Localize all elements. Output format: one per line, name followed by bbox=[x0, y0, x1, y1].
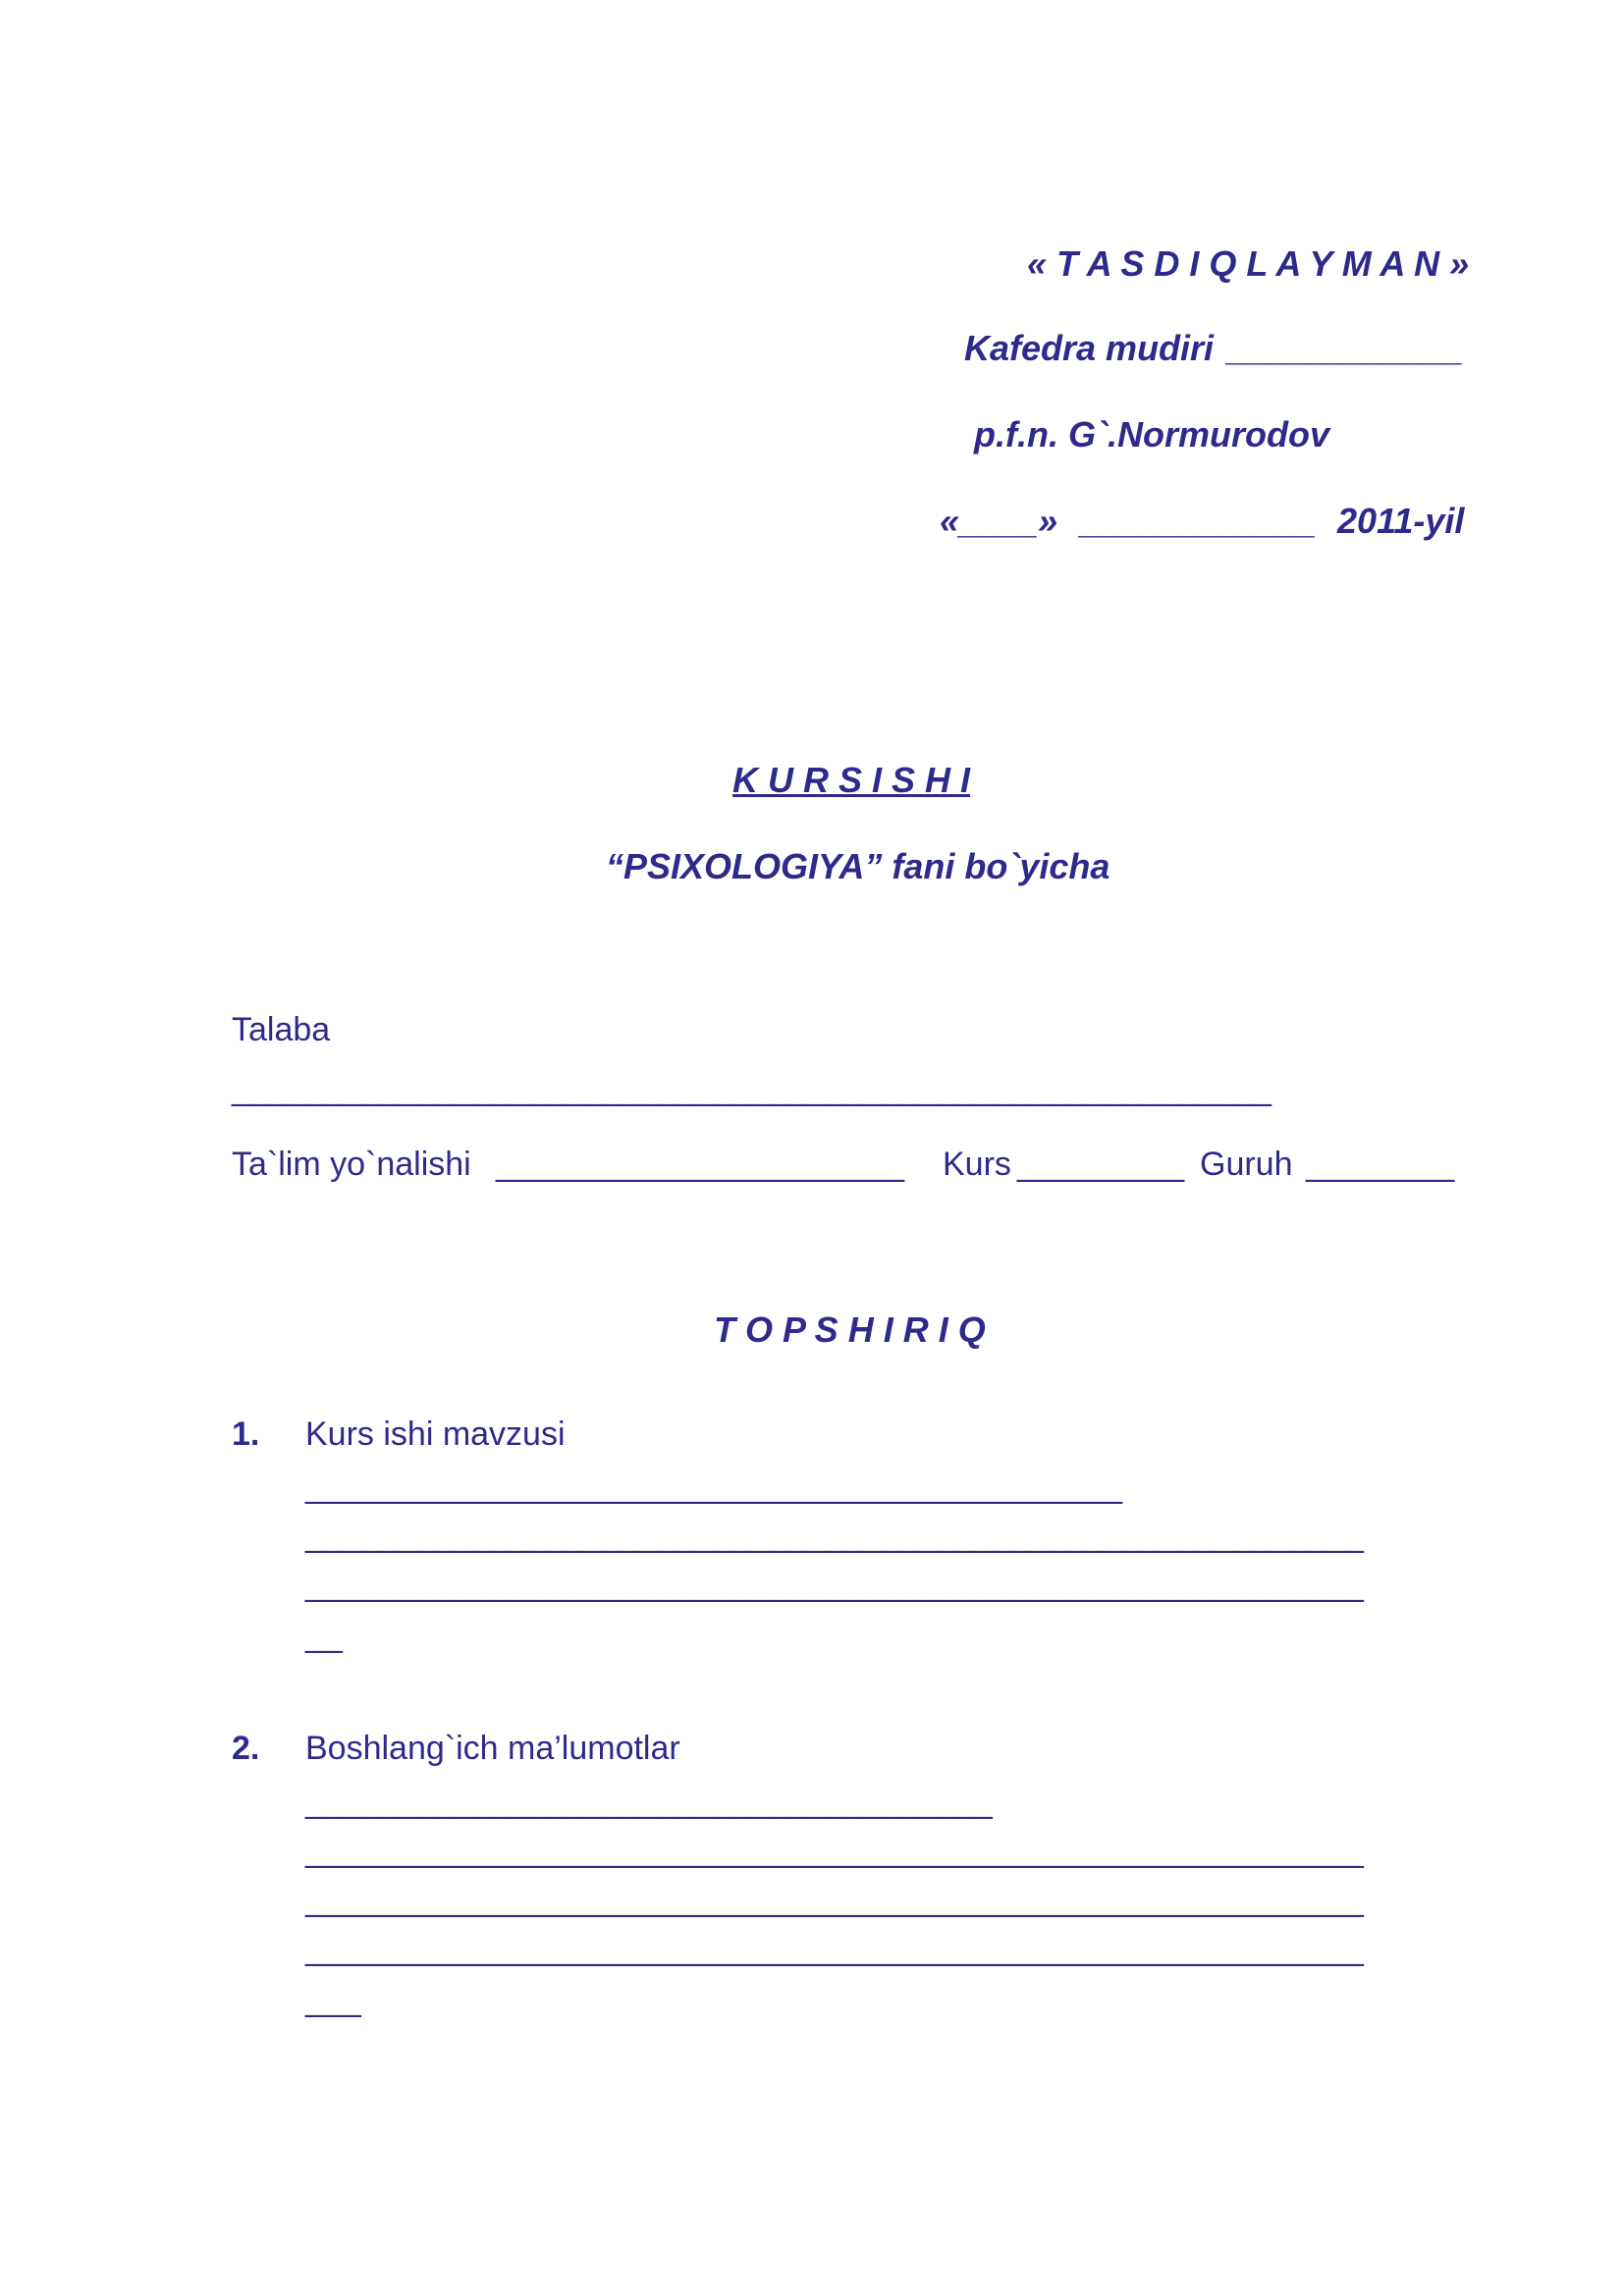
document-subtitle: “PSIXOLOGIYA” fani bo`yicha bbox=[606, 846, 1110, 886]
document-title: K U R S I S H I bbox=[732, 760, 971, 800]
student-name-line: ________________________________________________________ bbox=[232, 1070, 1272, 1107]
student-label: Talaba bbox=[232, 1011, 331, 1048]
item-2-number: 2. bbox=[232, 1730, 260, 1767]
item-1-line: _________________________________________________________ bbox=[305, 1566, 1364, 1603]
approval-heading: « T A S D I Q L A Y M A N » bbox=[1027, 243, 1470, 284]
item-1-line: __ bbox=[305, 1617, 343, 1654]
item-2-line: _________________________________________________________ bbox=[305, 1881, 1364, 1918]
department-head-name: p.f.n. G`.Normurodov bbox=[974, 414, 1329, 454]
group-line: ________ bbox=[1306, 1146, 1455, 1183]
direction-line: ______________________ bbox=[496, 1146, 905, 1183]
direction-label: Ta`lim yo`nalishi bbox=[232, 1146, 471, 1183]
department-head-label: Kafedra mudiri bbox=[964, 328, 1215, 368]
approval-day-field: «____» bbox=[940, 501, 1058, 541]
department-head-signature-line: ____________ bbox=[1227, 328, 1464, 368]
approval-year: 2011-yil bbox=[1337, 501, 1465, 541]
group-label: Guruh bbox=[1200, 1146, 1293, 1183]
item-2-line: _________________________________________________________ bbox=[305, 1930, 1364, 1967]
item-1-line: _________________________________________________________ bbox=[305, 1517, 1364, 1554]
assignment-heading: T O P S H I R I Q bbox=[714, 1309, 986, 1350]
item-1-number: 1. bbox=[232, 1415, 260, 1453]
approval-month-line: ____________ bbox=[1080, 501, 1317, 541]
item-2-line: _________________________________________________________ bbox=[305, 1832, 1364, 1869]
course-label: Kurs bbox=[943, 1146, 1011, 1183]
item-2-line: _____________________________________ bbox=[305, 1783, 993, 1820]
item-1-label: Kurs ishi mavzusi bbox=[305, 1415, 566, 1453]
item-1-line: ____________________________________________ bbox=[305, 1468, 1123, 1505]
item-2-line: ___ bbox=[305, 1981, 361, 2018]
course-line: _________ bbox=[1017, 1146, 1185, 1183]
item-2-label: Boshlang`ich ma’lumotlar bbox=[305, 1730, 680, 1767]
